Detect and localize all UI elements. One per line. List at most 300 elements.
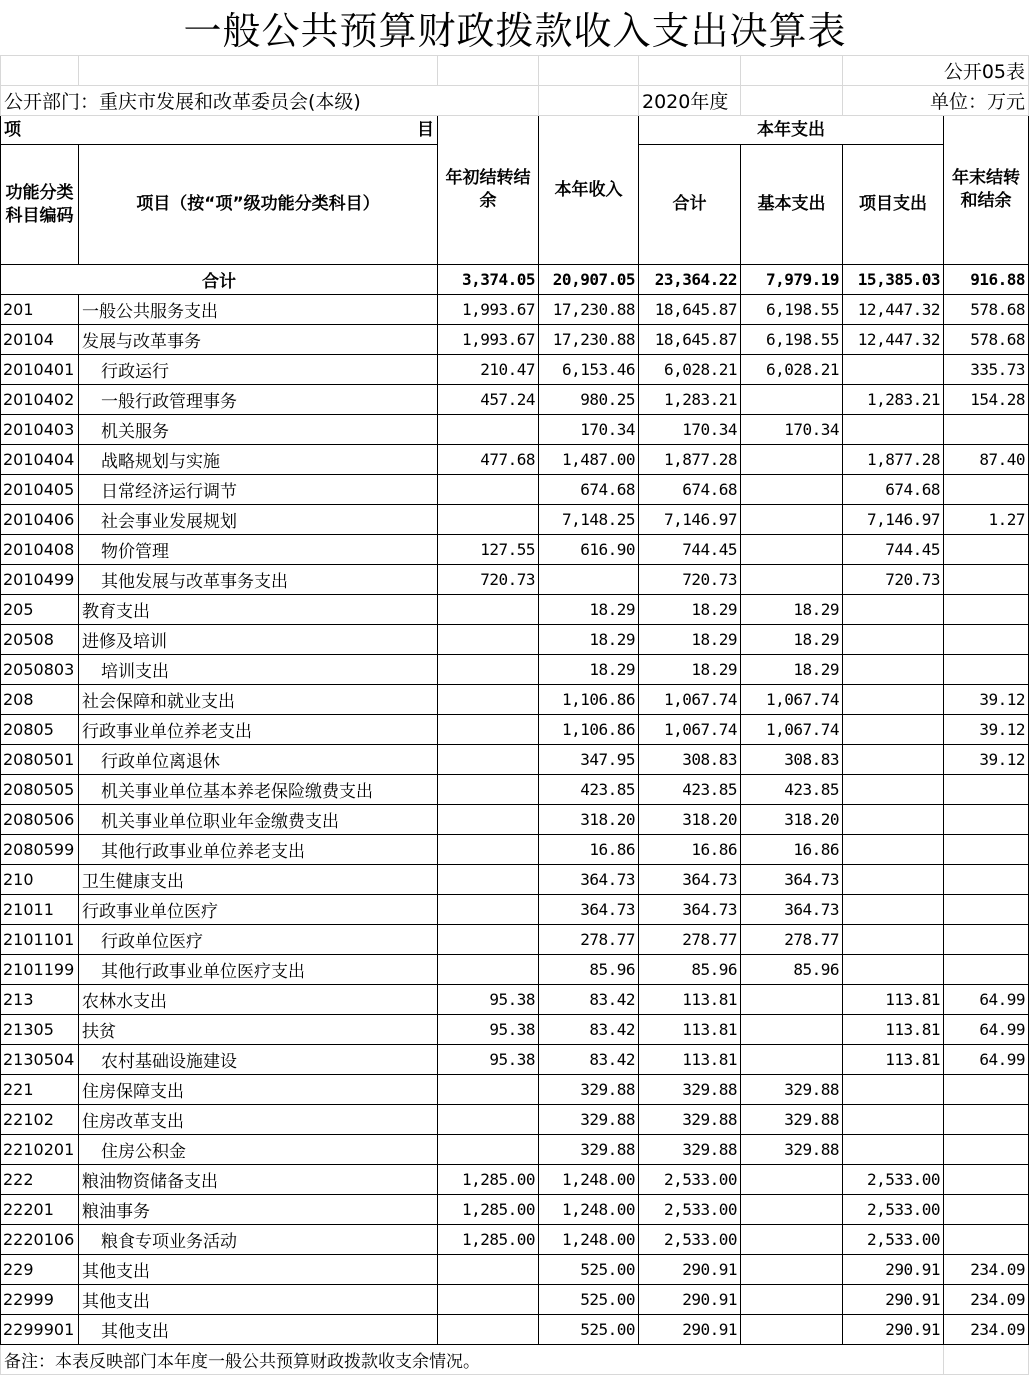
row-income: 83.42 <box>539 1015 639 1045</box>
row-basic: 318.20 <box>741 805 843 835</box>
row-total: 2,533.00 <box>639 1225 741 1255</box>
row-name: 其他支出 <box>79 1315 438 1345</box>
row-code: 2080506 <box>1 805 79 835</box>
row-closing: 1.27 <box>944 505 1029 535</box>
row-closing: 39.12 <box>944 685 1029 715</box>
row-code: 2010401 <box>1 355 79 385</box>
row-project <box>843 1075 944 1105</box>
row-opening <box>438 1075 539 1105</box>
row-closing: 39.12 <box>944 745 1029 775</box>
row-total: 2,533.00 <box>639 1195 741 1225</box>
row-basic: 423.85 <box>741 775 843 805</box>
row-total: 18.29 <box>639 625 741 655</box>
row-opening <box>438 505 539 535</box>
row-total: 1,067.74 <box>639 685 741 715</box>
row-name: 粮食专项业务活动 <box>79 1225 438 1255</box>
department-label: 公开部门：重庆市发展和改革委员会(本级) <box>1 86 539 116</box>
row-closing <box>944 865 1029 895</box>
row-project <box>843 625 944 655</box>
row-name: 行政单位离退休 <box>79 745 438 775</box>
row-total: 2,533.00 <box>639 1165 741 1195</box>
header-name: 项目（按“项”级功能分类科目） <box>79 145 438 265</box>
row-name: 发展与改革事务 <box>79 325 438 355</box>
row-total: 278.77 <box>639 925 741 955</box>
row-total: 674.68 <box>639 475 741 505</box>
row-income <box>539 565 639 595</box>
table-row <box>1 1195 1029 1225</box>
row-name: 农村基础设施建设 <box>79 1045 438 1075</box>
row-code: 20508 <box>1 625 79 655</box>
row-code: 2080599 <box>1 835 79 865</box>
table-row <box>1 475 1029 505</box>
form-id: 公开05表 <box>843 56 1029 86</box>
row-income: 980.25 <box>539 385 639 415</box>
row-project <box>843 595 944 625</box>
table-row <box>1 355 1029 385</box>
row-closing <box>944 1105 1029 1135</box>
row-name: 进修及培训 <box>79 625 438 655</box>
row-income: 525.00 <box>539 1255 639 1285</box>
row-project: 2,533.00 <box>843 1165 944 1195</box>
row-code: 210 <box>1 865 79 895</box>
row-project: 113.81 <box>843 1045 944 1075</box>
row-basic <box>741 475 843 505</box>
row-closing <box>944 415 1029 445</box>
row-income: 1,248.00 <box>539 1195 639 1225</box>
row-income: 329.88 <box>539 1105 639 1135</box>
row-code: 222 <box>1 1165 79 1195</box>
row-basic: 308.83 <box>741 745 843 775</box>
row-opening: 720.73 <box>438 565 539 595</box>
row-closing <box>944 565 1029 595</box>
footnote: 备注：本表反映部门本年度一般公共预算财政拨款收支余情况。 <box>1 1345 944 1375</box>
row-income: 674.68 <box>539 475 639 505</box>
row-project <box>843 715 944 745</box>
row-code: 2210201 <box>1 1135 79 1165</box>
row-code: 2101199 <box>1 955 79 985</box>
item-header-left: 项 <box>4 119 21 140</box>
row-closing: 234.09 <box>944 1285 1029 1315</box>
row-closing <box>944 655 1029 685</box>
row-opening <box>438 655 539 685</box>
row-name: 其他行政事业单位医疗支出 <box>79 955 438 985</box>
row-code: 2010406 <box>1 505 79 535</box>
row-project <box>843 1105 944 1135</box>
total-basic: 7,979.19 <box>741 265 843 295</box>
row-project <box>843 865 944 895</box>
row-opening: 1,993.67 <box>438 295 539 325</box>
row-total: 16.86 <box>639 835 741 865</box>
row-total: 1,067.74 <box>639 715 741 745</box>
row-basic <box>741 1285 843 1315</box>
row-income: 16.86 <box>539 835 639 865</box>
row-closing <box>944 475 1029 505</box>
row-basic <box>741 1225 843 1255</box>
row-basic: 278.77 <box>741 925 843 955</box>
row-closing <box>944 535 1029 565</box>
row-basic <box>741 1165 843 1195</box>
table-row <box>1 535 1029 565</box>
row-income: 616.90 <box>539 535 639 565</box>
header-expense-group: 本年支出 <box>639 116 944 145</box>
row-basic: 18.29 <box>741 625 843 655</box>
table-row <box>1 745 1029 775</box>
row-opening <box>438 685 539 715</box>
item-header-right: 目 <box>417 119 434 140</box>
table-row <box>1 1105 1029 1135</box>
row-name: 日常经济运行调节 <box>79 475 438 505</box>
row-total: 18.29 <box>639 655 741 685</box>
row-basic <box>741 1195 843 1225</box>
row-opening: 210.47 <box>438 355 539 385</box>
row-project <box>843 655 944 685</box>
row-project <box>843 835 944 865</box>
row-project <box>843 895 944 925</box>
total-row <box>1 265 1029 295</box>
row-basic <box>741 1315 843 1345</box>
row-closing <box>944 1135 1029 1165</box>
total-closing: 916.88 <box>944 265 1029 295</box>
row-project: 113.81 <box>843 985 944 1015</box>
row-closing: 87.40 <box>944 445 1029 475</box>
table-row <box>1 1255 1029 1285</box>
row-name: 扶贫 <box>79 1015 438 1045</box>
table-row <box>1 325 1029 355</box>
department-row <box>1 86 1029 116</box>
row-code: 2010403 <box>1 415 79 445</box>
table-row <box>1 1015 1029 1045</box>
row-basic <box>741 1015 843 1045</box>
row-total: 290.91 <box>639 1315 741 1345</box>
table-row <box>1 985 1029 1015</box>
row-code: 221 <box>1 1075 79 1105</box>
row-code: 2010408 <box>1 535 79 565</box>
row-project: 290.91 <box>843 1255 944 1285</box>
row-name: 其他行政事业单位养老支出 <box>79 835 438 865</box>
row-name: 教育支出 <box>79 595 438 625</box>
row-code: 20104 <box>1 325 79 355</box>
row-basic: 6,028.21 <box>741 355 843 385</box>
row-basic <box>741 535 843 565</box>
row-code: 2010405 <box>1 475 79 505</box>
row-project <box>843 685 944 715</box>
row-name: 物价管理 <box>79 535 438 565</box>
row-project: 1,283.21 <box>843 385 944 415</box>
row-opening <box>438 925 539 955</box>
row-name: 行政运行 <box>79 355 438 385</box>
table-row <box>1 955 1029 985</box>
table-row <box>1 685 1029 715</box>
table-row <box>1 1075 1029 1105</box>
row-total: 364.73 <box>639 895 741 925</box>
row-opening <box>438 1285 539 1315</box>
row-closing <box>944 895 1029 925</box>
row-income: 329.88 <box>539 1135 639 1165</box>
row-code: 20805 <box>1 715 79 745</box>
table-row <box>1 565 1029 595</box>
row-income: 525.00 <box>539 1315 639 1345</box>
row-basic: 16.86 <box>741 835 843 865</box>
row-basic: 329.88 <box>741 1105 843 1135</box>
row-total: 364.73 <box>639 865 741 895</box>
row-income: 423.85 <box>539 775 639 805</box>
header-opening-balance: 年初结转结余 <box>438 116 539 265</box>
table-row <box>1 595 1029 625</box>
row-opening: 1,285.00 <box>438 1165 539 1195</box>
row-project: 720.73 <box>843 565 944 595</box>
row-opening <box>438 1255 539 1285</box>
row-closing <box>944 595 1029 625</box>
row-closing: 64.99 <box>944 1045 1029 1075</box>
row-opening: 1,285.00 <box>438 1195 539 1225</box>
row-basic: 18.29 <box>741 595 843 625</box>
row-closing <box>944 625 1029 655</box>
row-total: 18,645.87 <box>639 325 741 355</box>
row-closing <box>944 925 1029 955</box>
row-basic: 1,067.74 <box>741 715 843 745</box>
row-total: 290.91 <box>639 1285 741 1315</box>
header-project-expense: 项目支出 <box>843 145 944 265</box>
row-project <box>843 745 944 775</box>
row-opening: 1,285.00 <box>438 1225 539 1255</box>
row-income: 7,148.25 <box>539 505 639 535</box>
table-row <box>1 1315 1029 1345</box>
row-basic: 1,067.74 <box>741 685 843 715</box>
row-opening: 457.24 <box>438 385 539 415</box>
row-closing: 64.99 <box>944 1015 1029 1045</box>
row-opening <box>438 745 539 775</box>
row-name: 农林水支出 <box>79 985 438 1015</box>
row-income: 83.42 <box>539 1045 639 1075</box>
row-code: 2130504 <box>1 1045 79 1075</box>
row-total: 308.83 <box>639 745 741 775</box>
row-code: 21305 <box>1 1015 79 1045</box>
table-row <box>1 1165 1029 1195</box>
table-row <box>1 835 1029 865</box>
row-project <box>843 355 944 385</box>
row-income: 347.95 <box>539 745 639 775</box>
table-row <box>1 505 1029 535</box>
row-code: 2050803 <box>1 655 79 685</box>
row-total: 113.81 <box>639 1015 741 1045</box>
row-basic <box>741 1255 843 1285</box>
row-income: 17,230.88 <box>539 295 639 325</box>
row-total: 1,877.28 <box>639 445 741 475</box>
row-name: 住房改革支出 <box>79 1105 438 1135</box>
row-code: 208 <box>1 685 79 715</box>
table-row <box>1 775 1029 805</box>
row-name: 其他支出 <box>79 1285 438 1315</box>
total-expense: 23,364.22 <box>639 265 741 295</box>
total-label: 合计 <box>1 265 438 295</box>
row-income: 85.96 <box>539 955 639 985</box>
row-basic: 329.88 <box>741 1135 843 1165</box>
row-basic <box>741 385 843 415</box>
row-opening <box>438 715 539 745</box>
table-row <box>1 295 1029 325</box>
row-total: 318.20 <box>639 805 741 835</box>
row-total: 329.88 <box>639 1075 741 1105</box>
table-row <box>1 1045 1029 1075</box>
row-name: 机关事业单位基本养老保险缴费支出 <box>79 775 438 805</box>
row-code: 2010402 <box>1 385 79 415</box>
row-name: 培训支出 <box>79 655 438 685</box>
table-row <box>1 625 1029 655</box>
row-name: 行政事业单位医疗 <box>79 895 438 925</box>
row-project: 7,146.97 <box>843 505 944 535</box>
data-rows <box>1 295 1029 1345</box>
row-code: 2080501 <box>1 745 79 775</box>
row-closing: 578.68 <box>944 295 1029 325</box>
row-total: 18,645.87 <box>639 295 741 325</box>
row-project <box>843 955 944 985</box>
row-income: 6,153.46 <box>539 355 639 385</box>
row-basic: 85.96 <box>741 955 843 985</box>
row-project: 290.91 <box>843 1315 944 1345</box>
fiscal-year: 2020年度 <box>639 86 741 116</box>
table-row <box>1 865 1029 895</box>
row-total: 290.91 <box>639 1255 741 1285</box>
row-total: 113.81 <box>639 985 741 1015</box>
row-opening <box>438 805 539 835</box>
total-project: 15,385.03 <box>843 265 944 295</box>
row-opening <box>438 835 539 865</box>
row-code: 2299901 <box>1 1315 79 1345</box>
row-basic: 364.73 <box>741 865 843 895</box>
row-opening <box>438 955 539 985</box>
row-closing <box>944 1225 1029 1255</box>
row-name: 住房保障支出 <box>79 1075 438 1105</box>
header-income: 本年收入 <box>539 116 639 265</box>
row-income: 318.20 <box>539 805 639 835</box>
row-closing: 64.99 <box>944 985 1029 1015</box>
row-closing: 154.28 <box>944 385 1029 415</box>
row-project: 744.45 <box>843 535 944 565</box>
row-basic <box>741 985 843 1015</box>
row-total: 423.85 <box>639 775 741 805</box>
page-title: 一般公共预算财政拨款收入支出决算表 <box>183 9 847 53</box>
row-project: 2,533.00 <box>843 1225 944 1255</box>
row-total: 113.81 <box>639 1045 741 1075</box>
row-opening <box>438 895 539 925</box>
row-code: 2010404 <box>1 445 79 475</box>
row-total: 18.29 <box>639 595 741 625</box>
row-opening: 127.55 <box>438 535 539 565</box>
row-total: 6,028.21 <box>639 355 741 385</box>
row-project <box>843 805 944 835</box>
table-row <box>1 385 1029 415</box>
header-expense-total: 合计 <box>639 145 741 265</box>
row-name: 机关事业单位职业年金缴费支出 <box>79 805 438 835</box>
row-income: 17,230.88 <box>539 325 639 355</box>
row-closing <box>944 835 1029 865</box>
row-code: 2101101 <box>1 925 79 955</box>
row-basic: 6,198.55 <box>741 325 843 355</box>
row-closing: 39.12 <box>944 715 1029 745</box>
row-opening <box>438 865 539 895</box>
row-code: 2010499 <box>1 565 79 595</box>
row-income: 1,106.86 <box>539 685 639 715</box>
row-opening: 95.38 <box>438 1015 539 1045</box>
row-code: 2220106 <box>1 1225 79 1255</box>
item-header <box>1 116 438 145</box>
row-income: 1,248.00 <box>539 1225 639 1255</box>
row-total: 1,283.21 <box>639 385 741 415</box>
total-opening: 3,374.05 <box>438 265 539 295</box>
row-basic <box>741 445 843 475</box>
row-income: 18.29 <box>539 625 639 655</box>
row-income: 329.88 <box>539 1075 639 1105</box>
row-total: 329.88 <box>639 1135 741 1165</box>
row-total: 744.45 <box>639 535 741 565</box>
row-closing <box>944 1195 1029 1225</box>
row-project: 290.91 <box>843 1285 944 1315</box>
row-opening: 95.38 <box>438 985 539 1015</box>
row-basic <box>741 1045 843 1075</box>
row-total: 85.96 <box>639 955 741 985</box>
row-project: 12,447.32 <box>843 325 944 355</box>
table-row <box>1 715 1029 745</box>
row-income: 18.29 <box>539 595 639 625</box>
table-row <box>1 805 1029 835</box>
row-name: 卫生健康支出 <box>79 865 438 895</box>
row-basic: 170.34 <box>741 415 843 445</box>
row-closing <box>944 955 1029 985</box>
table-row <box>1 445 1029 475</box>
row-code: 2080505 <box>1 775 79 805</box>
row-total: 329.88 <box>639 1105 741 1135</box>
row-total: 7,146.97 <box>639 505 741 535</box>
row-closing: 234.09 <box>944 1315 1029 1345</box>
row-project <box>843 415 944 445</box>
row-income: 1,106.86 <box>539 715 639 745</box>
row-name: 住房公积金 <box>79 1135 438 1165</box>
row-closing <box>944 1165 1029 1195</box>
row-basic: 6,198.55 <box>741 295 843 325</box>
form-id-row <box>1 56 1029 86</box>
table-row <box>1 925 1029 955</box>
table-row <box>1 655 1029 685</box>
row-opening <box>438 625 539 655</box>
row-code: 213 <box>1 985 79 1015</box>
row-project <box>843 775 944 805</box>
row-income: 278.77 <box>539 925 639 955</box>
row-closing <box>944 775 1029 805</box>
row-opening <box>438 415 539 445</box>
header-row-1 <box>1 116 1029 145</box>
row-name: 社会保障和就业支出 <box>79 685 438 715</box>
row-opening <box>438 1105 539 1135</box>
row-total: 720.73 <box>639 565 741 595</box>
table-row <box>1 415 1029 445</box>
row-name: 行政事业单位养老支出 <box>79 715 438 745</box>
row-closing: 578.68 <box>944 325 1029 355</box>
row-income: 525.00 <box>539 1285 639 1315</box>
row-opening <box>438 595 539 625</box>
row-name: 战略规划与实施 <box>79 445 438 475</box>
row-project <box>843 925 944 955</box>
row-closing <box>944 805 1029 835</box>
row-opening <box>438 775 539 805</box>
row-basic: 329.88 <box>741 1075 843 1105</box>
row-income: 364.73 <box>539 895 639 925</box>
row-opening: 95.38 <box>438 1045 539 1075</box>
row-income: 170.34 <box>539 415 639 445</box>
total-income: 20,907.05 <box>539 265 639 295</box>
row-name: 粮油物资储备支出 <box>79 1165 438 1195</box>
row-total: 170.34 <box>639 415 741 445</box>
row-income: 18.29 <box>539 655 639 685</box>
